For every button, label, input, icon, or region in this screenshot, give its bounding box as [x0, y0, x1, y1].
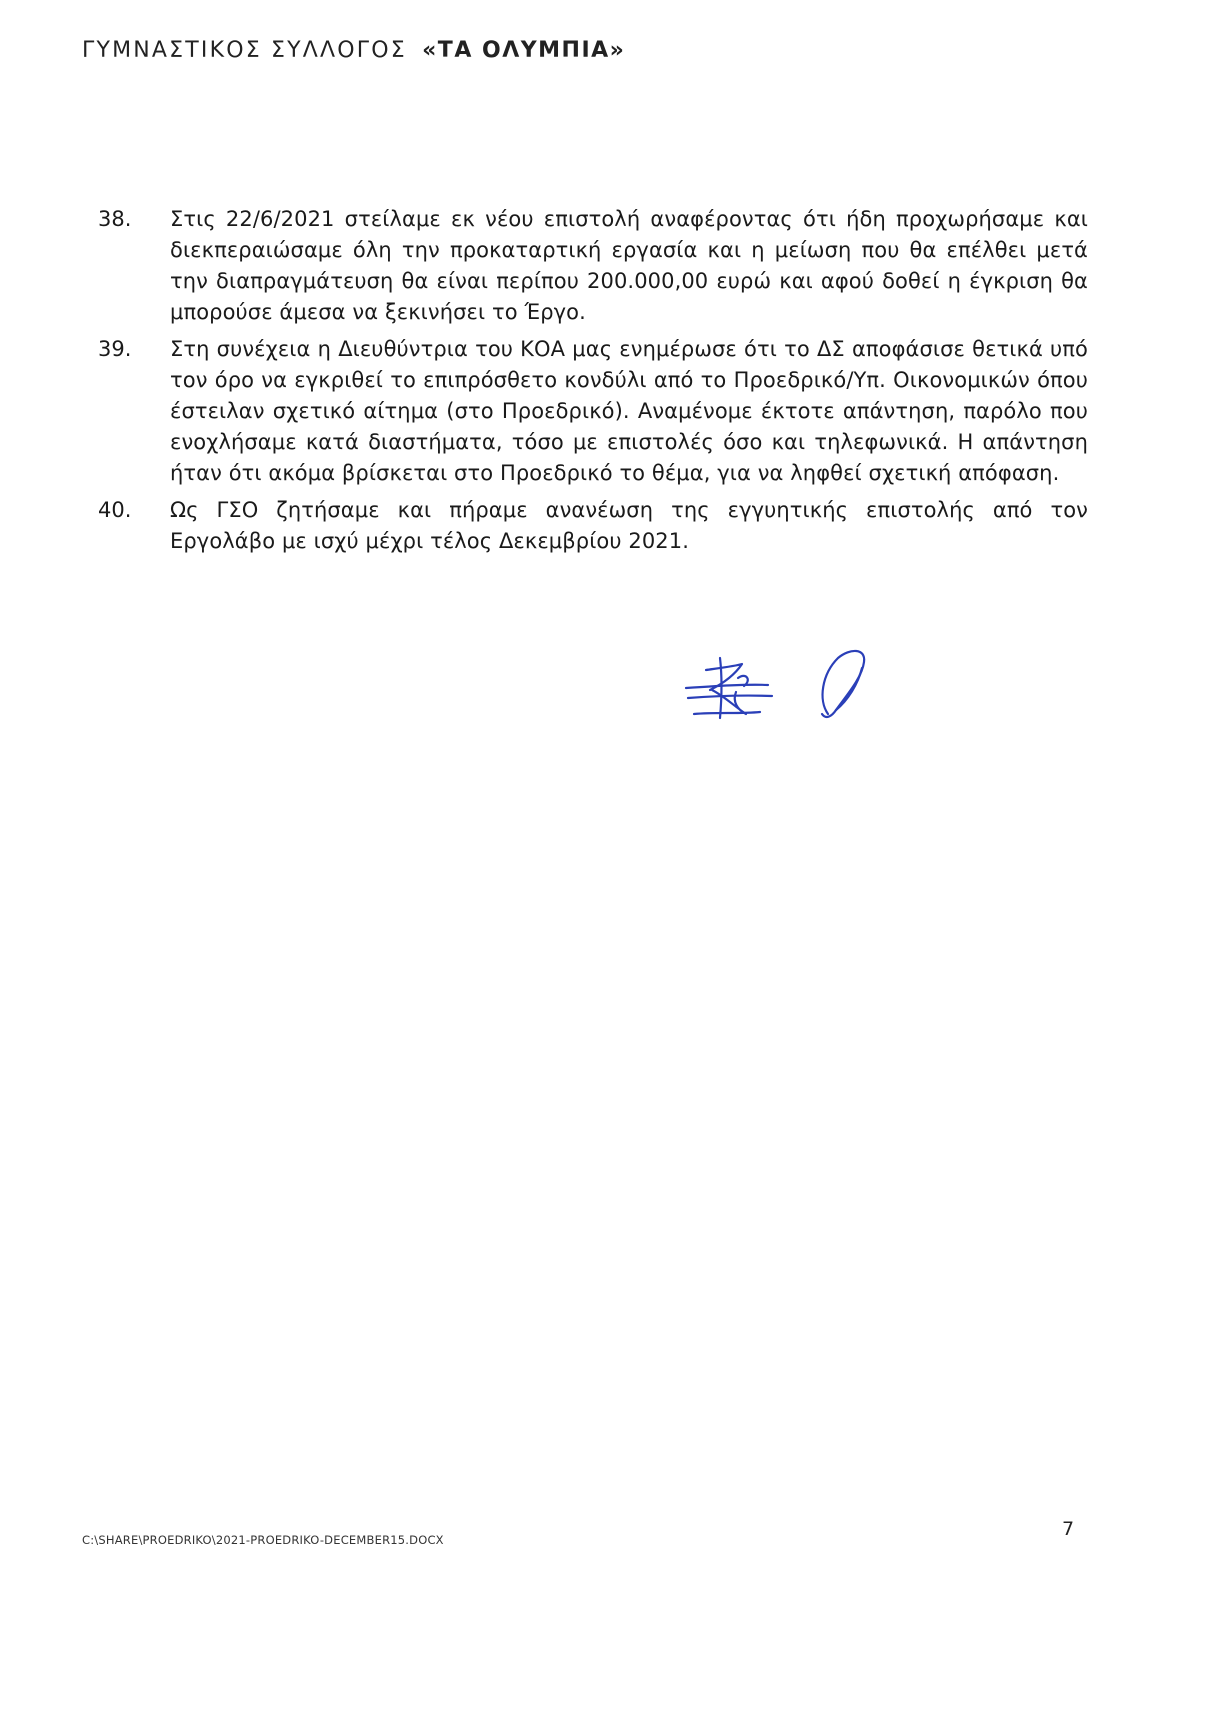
document-header	[82, 38, 625, 63]
organization-name: «ΤΑ ΟΛΥΜΠΙΑ»	[422, 38, 626, 63]
signature-1	[686, 658, 772, 718]
file-path: C:\SHARE\PROEDRIKO\2021-PROEDRIKO-DECEMBER15.DOCX	[82, 1533, 444, 1547]
page-number: 7	[1062, 1518, 1075, 1540]
paragraph-item-38	[98, 204, 1088, 328]
paragraph-number: 38.	[98, 207, 132, 231]
handwritten-signatures	[676, 640, 906, 740]
paragraph-text: Ως ΓΣΟ ζητήσαμε και πήραμε ανανέωση της εγγυητικής επιστολής από τον Εργολάβο με ισχύ μέχρι τέλος Δεκεμβρίου 2021.	[170, 498, 1088, 553]
paragraph-number: 39.	[98, 337, 132, 361]
organization-prefix: ΓΥΜΝΑΣΤΙΚΟΣ ΣΥΛΛΟΓΟΣ	[82, 38, 407, 63]
paragraph-text: Στη συνέχεια η Διευθύντρια του ΚΟΑ μας ενημέρωσε ότι το ΔΣ αποφάσισε θετικά υπό τον όρο να εγκριθεί το επιπρόσθετο κονδύλι από το Προεδρικό/Υπ. Οικονομικών όπου έστειλαν σχετικό αίτημα (στο Προεδρικό). Αναμένομε έκτοτε απάντηση, παρόλο που ενοχλήσαμε κατά διαστήματα, τόσο με επιστολές όσο και τηλεφωνικά. Η απάντηση ήταν ότι ακόμα βρίσκεται στο Προεδρικό το θέμα, για να ληφθεί σχετική απόφαση.	[170, 337, 1088, 485]
paragraph-item-40	[98, 495, 1088, 557]
signature-2	[822, 651, 864, 717]
paragraph-number: 40.	[98, 498, 132, 522]
paragraph-text: Στις 22/6/2021 στείλαμε εκ νέου επιστολή αναφέροντας ότι ήδη προχωρήσαμε και διεκπεραιώσαμε όλη την προκαταρτική εργασία και η μείωση που θα επέλθει μετά την διαπραγμάτευση θα είναι περίπου 200.000,00 ευρώ και αφού δοθεί η έγκριση θα μπορούσε άμεσα να ξεκινήσει το Έργο.	[170, 207, 1088, 324]
numbered-paragraphs	[98, 204, 1088, 557]
paragraph-item-39	[98, 334, 1088, 489]
